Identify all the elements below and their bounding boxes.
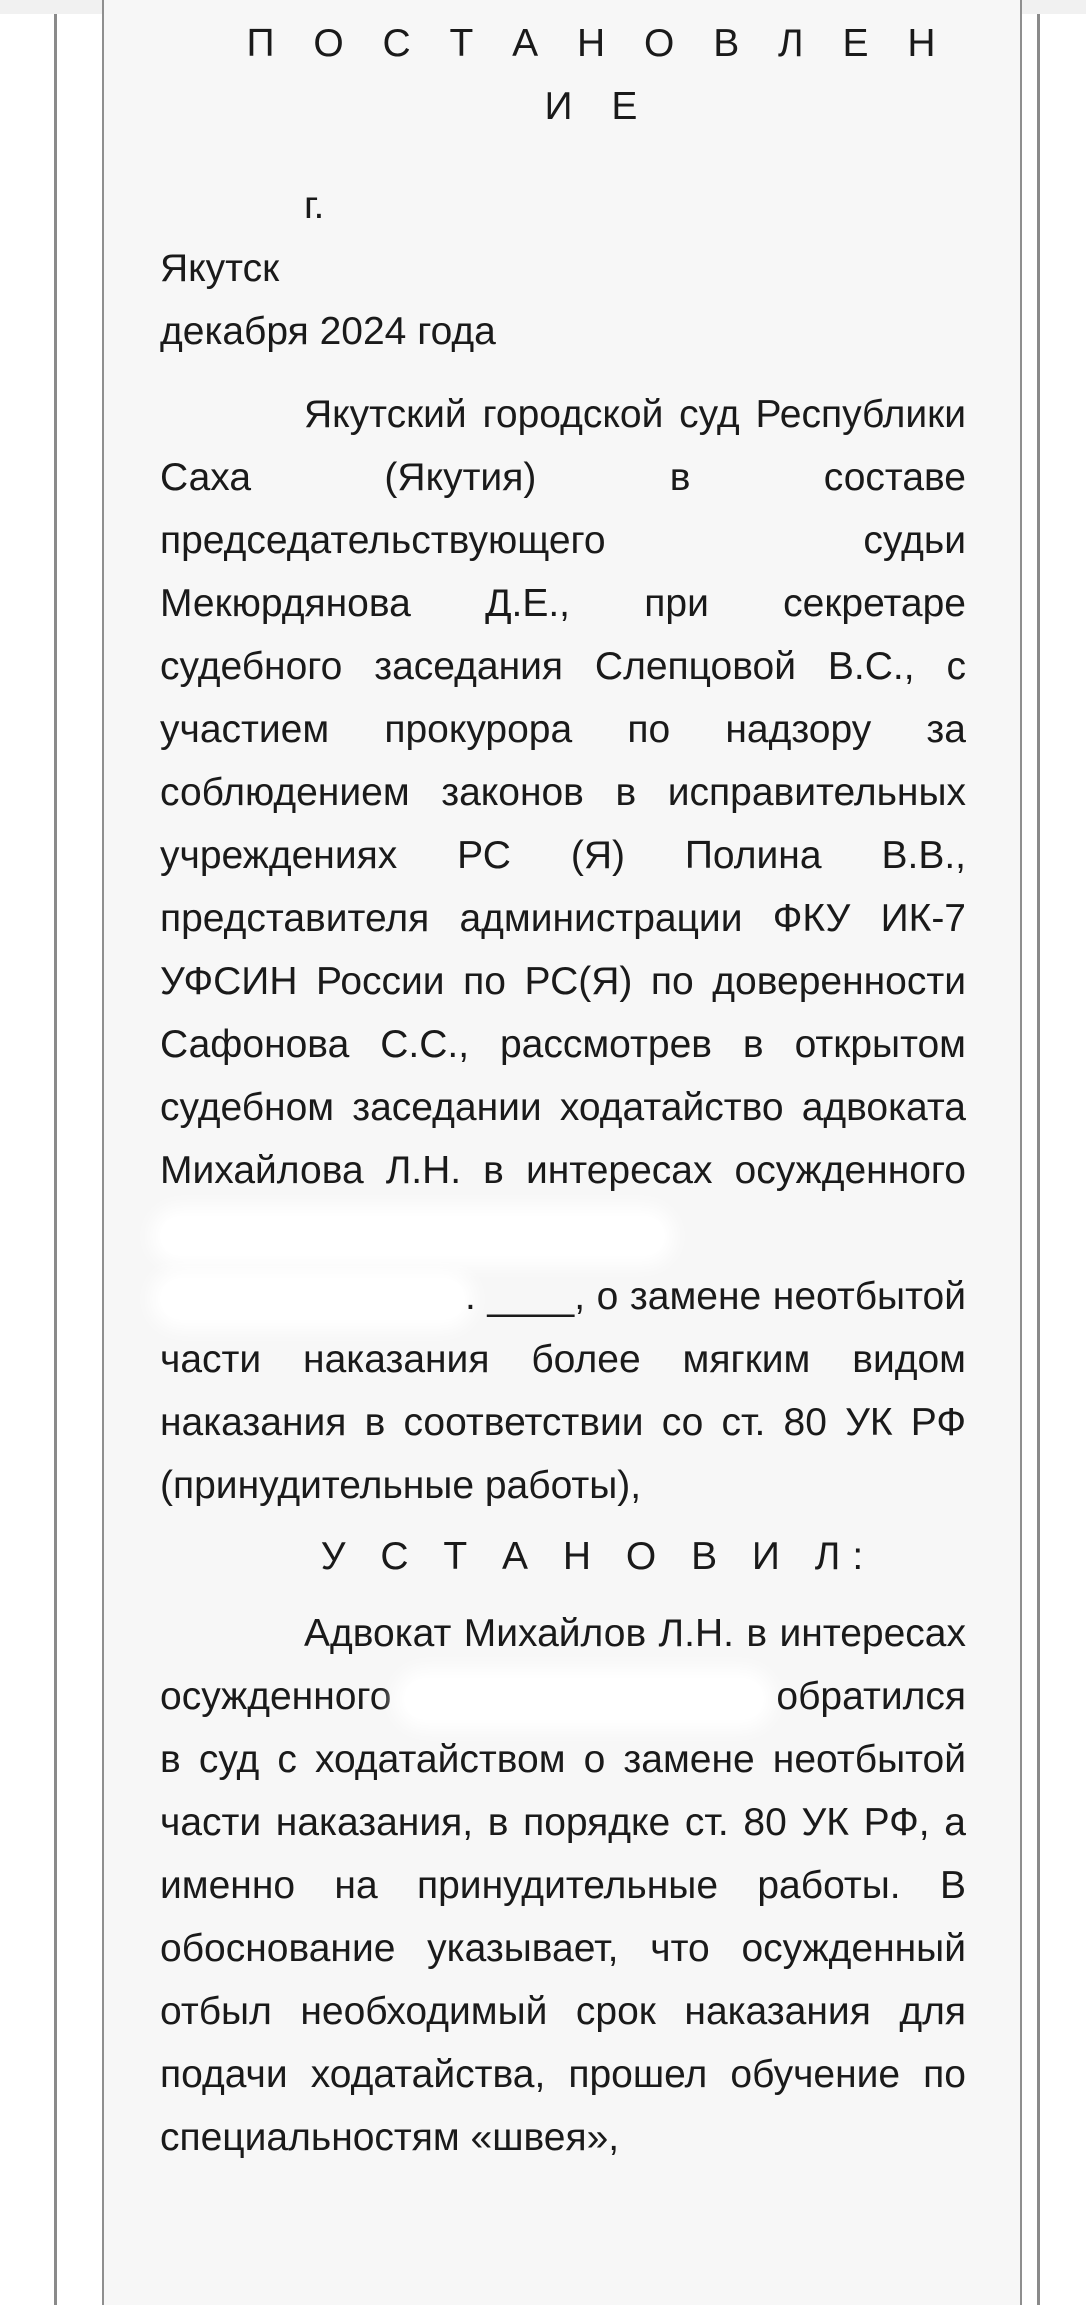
page-edge-left: [54, 14, 57, 2305]
document-content: [160, 0, 966, 2169]
city-prefix: г.: [304, 184, 325, 227]
body-text-continued: обратился в суд с ходатайством о замене неотбытой части наказания, в порядке ст. 80 УК РФ, а именно на принудительные работы. В обоснование указывает, что осужденный отбыл необходимый срок наказания для подачи ходатайства, прошел обучение по специальностям «швея»,: [160, 1675, 966, 2159]
redacted-name: [160, 1216, 665, 1256]
intro-paragraph: [160, 383, 966, 1517]
intro-text-continued: . ____, о замене неотбытой части наказания более мягким видом наказания в соответствии со ст. 80 УК РФ (принудительные работы),: [160, 1275, 966, 1507]
document-title: П О С Т А Н О В Л Е Н И Е: [246, 22, 950, 128]
intro-text: Якутский городской суд Республики Саха (Якутия) в составе председательствующего судьи Мекюрдянова Д.Е., при секретаре судебного заседания Слепцовой В.С., с участием прокурора по надзору за соблюдением законов в исправительных учреждениях РС (Я) Полина В.В., представителя администрации ФКУ ИК-7 УФСИН России по РС(Я) по доверенности Сафонова С.С., рассмотрев в открытом судебном заседании ходатайство адвоката Михайлова Л.Н. в интересах осужденного: [160, 393, 966, 1192]
body-paragraph: [160, 1602, 966, 2169]
city-name: Якутск: [160, 247, 280, 290]
document-date: декабря 2024 года: [160, 310, 496, 353]
section-heading: У С Т А Н О В И Л:: [320, 1535, 876, 1578]
redacted-name-body: [404, 1678, 764, 1720]
redacted-name-continued: [160, 1278, 465, 1320]
page-edge-right: [1037, 14, 1040, 2305]
body-text: Адвокат Михайлов Л.Н. в интересах осужденного: [160, 1612, 966, 1718]
